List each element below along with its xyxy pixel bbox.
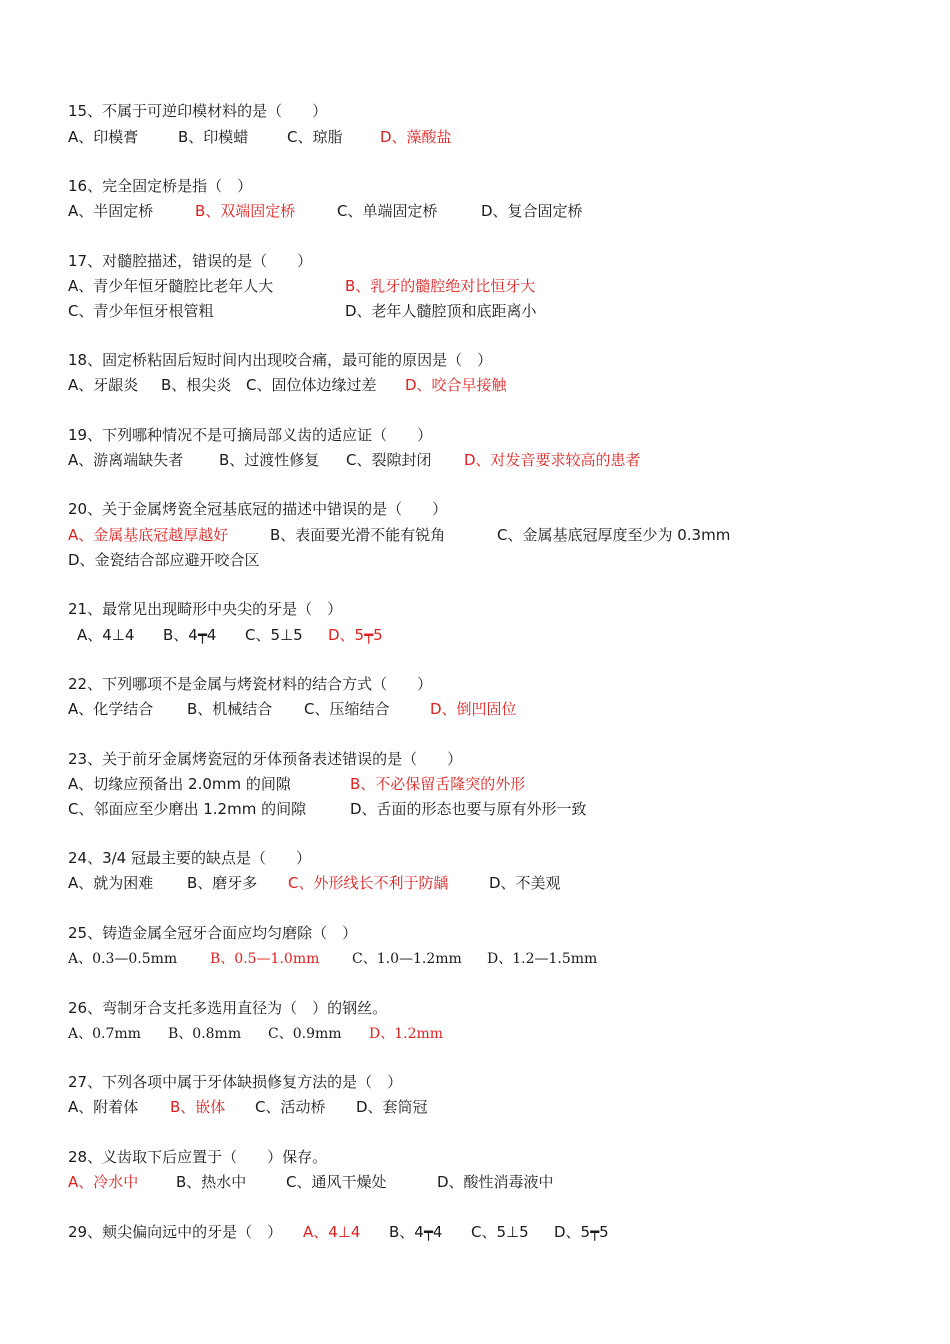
- q19-option-c: C、裂隙封闭: [346, 451, 432, 469]
- q18-option-d-answer: D、咬合早接触: [405, 376, 507, 394]
- q23-option-d: D、舌面的形态也要与原有外形一致: [350, 800, 587, 818]
- q29-option-a-answer: A、4⊥4: [303, 1223, 361, 1241]
- q17-option-c: C、青少年恒牙根管粗: [68, 302, 214, 320]
- question-20: 20、关于金属烤瓷全冠基底冠的描述中错误的是（ ）: [68, 500, 448, 518]
- q22-option-d-answer: D、倒凹固位: [430, 700, 517, 718]
- q22-option-a: A、化学结合: [68, 700, 154, 718]
- q28-option-a-answer: A、冷水中: [68, 1173, 139, 1191]
- question-23: 23、关于前牙金属烤瓷冠的牙体预备表述错误的是（ ）: [68, 750, 463, 768]
- q23-option-b-answer: B、不必保留舌隆突的外形: [350, 775, 526, 793]
- q16-option-c: C、单端固定桥: [337, 202, 438, 220]
- q22-option-b: B、机械结合: [187, 700, 273, 718]
- q24-option-a: A、就为困难: [68, 874, 154, 892]
- q19-option-b: B、过渡性修复: [219, 451, 320, 469]
- question-27: 27、下列各项中属于牙体缺损修复方法的是（ ）: [68, 1073, 403, 1091]
- q23-option-c: C、邻面应至少磨出 1.2mm 的间隙: [68, 800, 307, 818]
- q22-option-c: C、压缩结合: [304, 700, 390, 718]
- q15-option-c: C、琼脂: [287, 128, 343, 146]
- q21-option-c: C、5⊥5: [245, 626, 303, 644]
- q18-option-a: A、牙龈炎: [68, 376, 139, 394]
- q15-option-d-answer: D、藻酸盐: [380, 128, 452, 146]
- q24-option-b: B、磨牙多: [187, 874, 258, 892]
- q15-option-a: A、印模膏: [68, 128, 139, 146]
- q21-option-d-answer: D、5┯5: [328, 626, 383, 644]
- q26-option-a: A、0.7mm: [68, 1026, 141, 1042]
- question-21: 21、最常见出现畸形中央尖的牙是（ ）: [68, 600, 343, 618]
- q16-option-a: A、半固定桥: [68, 202, 154, 220]
- q24-option-d: D、不美观: [489, 874, 561, 892]
- q25-option-a: A、0.3—0.5mm: [68, 951, 178, 967]
- question-26: 26、弯制牙合支托多选用直径为（ ）的钢丝。: [68, 999, 388, 1017]
- q25-option-b-answer: B、0.5—1.0mm: [210, 951, 320, 967]
- q29-option-d: D、5┯5: [554, 1223, 609, 1241]
- q27-option-a: A、附着体: [68, 1098, 139, 1116]
- q28-option-c: C、通风干燥处: [286, 1173, 387, 1191]
- q20-option-b: B、表面要光滑不能有锐角: [270, 526, 446, 544]
- q20-option-c: C、金属基底冠厚度至少为 0.3mm: [497, 526, 731, 544]
- q26-option-d-answer: D、1.2mm: [369, 1026, 444, 1042]
- q21-option-a: A、4⊥4: [77, 626, 135, 644]
- q21-option-b: B、4┯4: [163, 626, 217, 644]
- q16-option-b-answer: B、双端固定桥: [195, 202, 296, 220]
- q18-option-b: B、根尖炎: [161, 376, 232, 394]
- question-22: 22、下列哪项不是金属与烤瓷材料的结合方式（ ）: [68, 675, 433, 693]
- q17-option-d: D、老年人髓腔顶和底距离小: [345, 302, 537, 320]
- q20-option-a-answer: A、金属基底冠越厚越好: [68, 526, 229, 544]
- q28-option-b: B、热水中: [176, 1173, 247, 1191]
- q25-option-c: C、1.0—1.2mm: [352, 951, 462, 967]
- q26-option-b: B、0.8mm: [168, 1026, 242, 1042]
- q27-option-d: D、套筒冠: [356, 1098, 428, 1116]
- q24-option-c-answer: C、外形线长不利于防龋: [288, 874, 449, 892]
- question-28: 28、义齿取下后应置于（ ）保存。: [68, 1148, 328, 1166]
- q15-option-b: B、印模蜡: [178, 128, 249, 146]
- q19-option-a: A、游离端缺失者: [68, 451, 184, 469]
- q19-option-d-answer: D、对发音要求较高的患者: [464, 451, 641, 469]
- question-24: 24、3/4 冠最主要的缺点是（ ）: [68, 849, 311, 867]
- question-18: 18、固定桥粘固后短时间内出现咬合痛，最可能的原因是（ ）: [68, 351, 493, 369]
- q17-option-a: A、青少年恒牙髓腔比老年人大: [68, 277, 274, 295]
- q23-option-a: A、切缘应预备出 2.0mm 的间隙: [68, 775, 291, 793]
- q16-option-d: D、复合固定桥: [481, 202, 583, 220]
- q28-option-d: D、酸性消毒液中: [437, 1173, 554, 1191]
- question-16: 16、完全固定桥是指（ ）: [68, 177, 253, 195]
- q25-option-d: D、1.2—1.5mm: [487, 951, 598, 967]
- question-17: 17、对髓腔描述，错误的是（ ）: [68, 252, 313, 270]
- question-29: 29、颊尖偏向远中的牙是（ ）: [68, 1223, 283, 1241]
- question-15: 15、不属于可逆印模材料的是（ ）: [68, 102, 328, 120]
- question-25: 25、铸造金属全冠牙合面应均匀磨除（ ）: [68, 924, 358, 942]
- q29-option-c: C、5⊥5: [471, 1223, 529, 1241]
- question-19: 19、下列哪种情况不是可摘局部义齿的适应证（ ）: [68, 426, 433, 444]
- q27-option-b-answer: B、嵌体: [170, 1098, 226, 1116]
- q17-option-b-answer: B、乳牙的髓腔绝对比恒牙大: [345, 277, 536, 295]
- q29-option-b: B、4┯4: [389, 1223, 443, 1241]
- q27-option-c: C、活动桥: [255, 1098, 326, 1116]
- q20-option-d: D、金瓷结合部应避开咬合区: [68, 551, 260, 569]
- q18-option-c: C、固位体边缘过差: [246, 376, 377, 394]
- q26-option-c: C、0.9mm: [268, 1026, 342, 1042]
